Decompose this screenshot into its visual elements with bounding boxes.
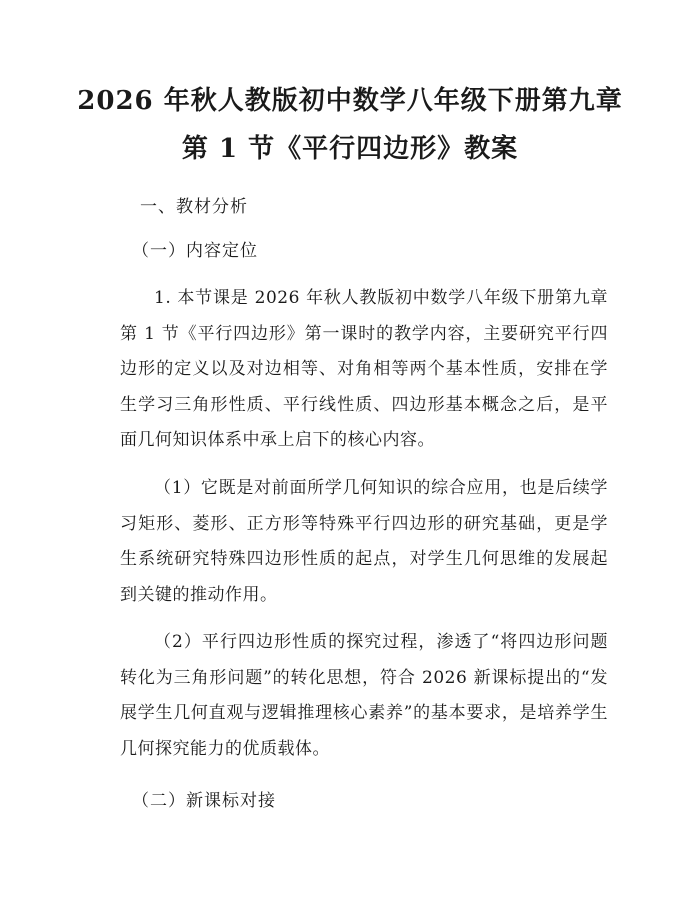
subsection-heading-content-positioning: （一）内容定位	[132, 241, 258, 261]
paragraph-2: （1）它既是对前面所学几何知识的综合应用，也是后续学习矩形、菱形、正方形等特殊平行四边形的研究基础，更是学生系统研究特殊四边形性质的起点，对学生几何思维的发展起到关键的推动作用。	[120, 478, 608, 605]
section-heading-textbook-analysis: 一、教材分析	[140, 197, 248, 217]
document-title-line-2: 第 1 节《平行四边形》教案	[181, 134, 519, 164]
paragraph-1: 1. 本节课是 2026 年秋人教版初中数学八年级下册第九章第 1 节《平行四边形》第一课时的教学内容，主要研究平行四边形的定义以及对边相等、对角相等两个基本性质，安排在学生学习三角形性质、平行线性质、四边形基本概念之后，是平面几何知识体系中承上启下的核心内容。	[120, 288, 608, 450]
paragraph-3: （2）平行四边形性质的探究过程，渗透了“将四边形问题转化为三角形问题”的转化思想，符合 2026 新课标提出的“发展学生几何直观与逻辑推理核心素养”的基本要求，是培养学生几何探究能力的优质载体。	[120, 632, 608, 759]
document-title-line-1: 2026 年秋人教版初中数学八年级下册第九章	[77, 86, 623, 116]
subsection-heading-new-curriculum: （二）新课标对接	[132, 791, 276, 811]
